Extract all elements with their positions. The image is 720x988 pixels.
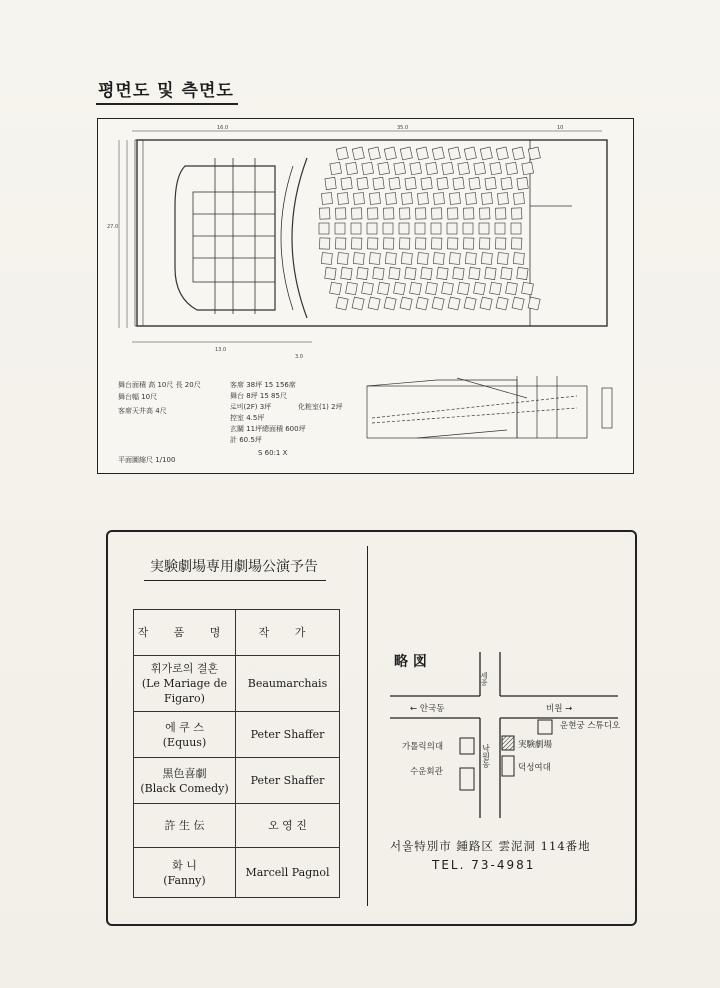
seat <box>335 223 345 234</box>
seat <box>319 238 329 249</box>
seat <box>337 193 348 205</box>
work-title-en: (Black Comedy) <box>140 781 229 795</box>
seat <box>401 193 412 205</box>
seat <box>426 282 438 295</box>
seat <box>513 193 524 205</box>
seat <box>480 147 492 160</box>
seat <box>373 177 384 189</box>
seat <box>399 208 409 219</box>
work-title <box>134 804 236 848</box>
seat <box>353 253 364 265</box>
seat <box>385 253 396 265</box>
seat <box>431 238 441 249</box>
seat <box>367 238 377 249</box>
seat <box>389 267 400 279</box>
seat <box>416 297 428 310</box>
seat <box>352 147 364 160</box>
seat <box>474 282 486 295</box>
header-author: 작 가 <box>236 610 340 656</box>
seat <box>362 162 374 175</box>
seat <box>431 208 441 219</box>
seat <box>383 208 393 219</box>
seat <box>453 177 464 189</box>
svg-text:13.0: 13.0 <box>215 347 227 353</box>
seat <box>485 267 496 279</box>
seat <box>330 282 342 295</box>
seat <box>373 267 384 279</box>
work-title <box>134 848 236 898</box>
seat <box>496 297 508 310</box>
seat <box>367 208 377 219</box>
seat <box>465 193 476 205</box>
seat <box>385 193 396 205</box>
seat <box>335 238 345 249</box>
seat <box>432 147 444 160</box>
seat <box>346 162 358 175</box>
map-label-duksung: 덕성여대 <box>518 763 551 773</box>
svg-text:3.0: 3.0 <box>295 354 303 360</box>
seat <box>495 208 505 219</box>
seat <box>437 177 448 189</box>
box-divider <box>367 546 368 906</box>
header-work: 작 품 명 <box>134 610 236 656</box>
seat <box>335 208 345 219</box>
seat <box>448 147 460 160</box>
seat <box>442 162 454 175</box>
plan-note-ceiling: 客席天井高 4尺 <box>118 407 167 415</box>
seat <box>352 297 364 310</box>
seat <box>490 282 502 295</box>
work-title-en-2: Figaro) <box>164 692 205 705</box>
seat <box>433 193 444 205</box>
table-row <box>134 758 340 804</box>
work-author: Beaumarchais <box>236 656 340 712</box>
work-author: Peter Shaffer <box>236 712 340 758</box>
seat <box>346 282 358 295</box>
work-author: Peter Shaffer <box>236 758 340 804</box>
seat <box>433 253 444 265</box>
seat <box>431 223 441 234</box>
work-title-ko: 휘가로의 결혼 <box>150 662 219 675</box>
seat <box>485 177 496 189</box>
seat <box>394 282 406 295</box>
seat <box>469 267 480 279</box>
seat <box>401 253 412 265</box>
table-row <box>134 804 340 848</box>
plan-note-toilet: 化粧室(1) 2坪 <box>298 403 343 411</box>
seat <box>357 177 368 189</box>
seat <box>369 253 380 265</box>
seat <box>458 162 470 175</box>
table-row <box>134 848 340 898</box>
floor-plan-drawing <box>97 118 632 472</box>
seat <box>337 253 348 265</box>
seat <box>400 297 412 310</box>
work-author: Marcell Pagnol <box>236 848 340 898</box>
seat <box>522 162 534 175</box>
table-row <box>134 656 340 712</box>
seat <box>463 223 473 234</box>
seat <box>399 238 409 249</box>
seat <box>384 147 396 160</box>
seat <box>447 208 457 219</box>
seat <box>389 177 400 189</box>
seat <box>417 193 428 205</box>
svg-text:10: 10 <box>557 125 564 131</box>
seat <box>351 238 361 249</box>
seat <box>415 223 425 234</box>
seat <box>506 282 518 295</box>
seat <box>449 193 460 205</box>
map-label-theater: 実験劇場 <box>518 740 553 750</box>
seat <box>319 223 329 234</box>
seat <box>511 238 521 249</box>
seat <box>405 267 416 279</box>
table-header-row <box>134 610 340 656</box>
work-title-ko: 에 쿠 스 <box>165 720 204 734</box>
map-label-biwon: 비원 → <box>546 704 573 714</box>
seat <box>465 253 476 265</box>
seat <box>325 267 336 279</box>
telephone: TEL. 73-4981 <box>432 858 536 872</box>
schedule-title: 実験劇場専用劇場公演予告 <box>150 556 318 576</box>
seat <box>517 267 528 279</box>
seat <box>319 208 329 219</box>
work-title-en: (Fanny) <box>163 873 206 887</box>
seat <box>458 282 470 295</box>
plan-scale: S 60:1 X <box>258 449 288 457</box>
seat <box>321 253 332 265</box>
work-title-ko: 화 니 <box>172 858 197 872</box>
seat <box>449 253 460 265</box>
work-title-en: (Le Mariage de <box>141 677 228 690</box>
seat <box>497 253 508 265</box>
seat <box>362 282 374 295</box>
plan-note-entrance: 玄關 11坪 <box>230 425 263 433</box>
seat <box>378 282 390 295</box>
seat <box>501 177 512 189</box>
seat <box>528 147 540 160</box>
seat <box>479 223 489 234</box>
seat <box>432 297 444 310</box>
seat <box>448 297 460 310</box>
seat <box>369 193 380 205</box>
seat <box>480 297 492 310</box>
plan-note-green-room: 控室 4.5坪 <box>230 414 265 422</box>
seat <box>321 193 332 205</box>
seat <box>481 193 492 205</box>
seat <box>384 297 396 310</box>
map-label-sudo: 수운회관 <box>410 767 443 777</box>
seat <box>506 162 518 175</box>
plan-note-seats: 客席 38坪 15 156席 <box>230 381 296 389</box>
seat <box>463 238 473 249</box>
svg-text:16.0: 16.0 <box>217 125 229 131</box>
seat <box>512 297 524 310</box>
seat <box>447 238 457 249</box>
seat <box>479 238 489 249</box>
seat <box>463 208 473 219</box>
seat <box>330 162 342 175</box>
seat <box>399 223 409 234</box>
seat <box>517 177 528 189</box>
seat <box>496 147 508 160</box>
section-title: 평면도 및 측면도 <box>98 76 234 101</box>
seat <box>421 177 432 189</box>
seat <box>497 193 508 205</box>
seat <box>415 238 425 249</box>
seat <box>416 147 428 160</box>
seat <box>405 177 416 189</box>
map-label-nagwon: 낙원동 <box>481 744 491 768</box>
works-table <box>133 609 340 898</box>
seat <box>417 253 428 265</box>
table-row <box>134 712 340 758</box>
map-label-unhyeon: 운현궁 스튜디오 <box>560 721 620 731</box>
svg-text:35.0: 35.0 <box>397 125 409 131</box>
seat <box>400 147 412 160</box>
seat <box>481 253 492 265</box>
seat <box>367 223 377 234</box>
seat <box>464 147 476 160</box>
seat <box>447 223 457 234</box>
location-map <box>380 650 620 820</box>
seat <box>325 177 336 189</box>
seat <box>453 267 464 279</box>
seat <box>341 267 352 279</box>
map-title: 略 図 <box>394 654 427 670</box>
seat <box>495 238 505 249</box>
map-label-catholic: 가톨릭의대 <box>402 742 444 752</box>
plan-note-total-area: 總面積 600坪 <box>262 425 306 433</box>
plan-scale-note: 平面圖縮尺 1/100 <box>118 456 176 464</box>
work-title-ko: 黒色喜劇 <box>162 766 207 780</box>
seat <box>336 297 348 310</box>
seat <box>378 162 390 175</box>
seat <box>442 282 454 295</box>
plan-note-total: 計 60.5坪 <box>230 436 262 444</box>
map-label-sejong: 세종 <box>480 672 488 686</box>
seat <box>368 297 380 310</box>
seat <box>501 267 512 279</box>
seat <box>353 193 364 205</box>
seat <box>474 162 486 175</box>
seat <box>437 267 448 279</box>
seat <box>495 223 505 234</box>
seat <box>522 282 534 295</box>
seat <box>351 223 361 234</box>
seat <box>512 147 524 160</box>
seat <box>351 208 361 219</box>
seat <box>426 162 438 175</box>
seat <box>511 223 521 234</box>
seat <box>410 282 422 295</box>
seat <box>421 267 432 279</box>
plan-note-stage-width: 舞台幅 10尺 <box>118 393 158 401</box>
seat <box>464 297 476 310</box>
plan-note-stage: 舞台面積 高 10尺 長 20尺 <box>118 381 201 389</box>
work-title-ko: 許 生 伝 <box>164 819 205 832</box>
map-label-anguk: ← 안국동 <box>410 704 445 714</box>
seat <box>513 253 524 265</box>
seat <box>490 162 502 175</box>
seat <box>479 208 489 219</box>
seat <box>336 147 348 160</box>
seat <box>528 297 540 310</box>
work-title <box>134 758 236 804</box>
work-author: 오 영 진 <box>236 804 340 848</box>
seat <box>415 208 425 219</box>
work-title <box>134 656 236 712</box>
plan-note-stage-area: 舞台 8坪 15 85尺 <box>230 392 287 400</box>
work-title <box>134 712 236 758</box>
seat <box>469 177 480 189</box>
work-title-en: (Equus) <box>162 735 207 749</box>
address: 서울特別市 鍾路区 雲泥洞 114番地 <box>390 839 591 853</box>
seat <box>383 223 393 234</box>
seat <box>357 267 368 279</box>
seat <box>511 208 521 219</box>
svg-text:27.0: 27.0 <box>107 224 119 230</box>
seat <box>394 162 406 175</box>
seat <box>368 147 380 160</box>
seat <box>383 238 393 249</box>
seat <box>341 177 352 189</box>
plan-note-lobby: 로비(2F) 3坪 <box>230 403 272 411</box>
seat <box>410 162 422 175</box>
